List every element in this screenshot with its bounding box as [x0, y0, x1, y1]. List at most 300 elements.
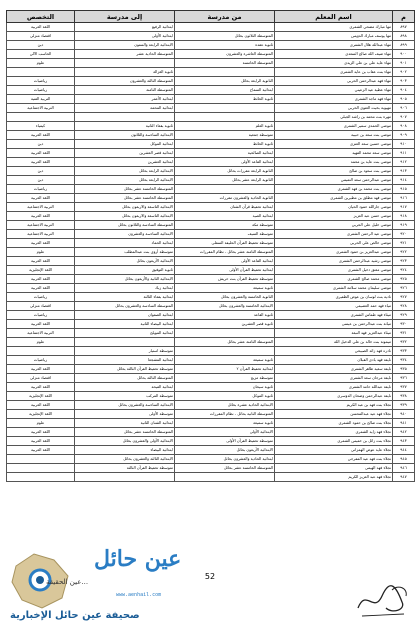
cell-name: موضي سعد محمد الفهيد	[275, 149, 393, 158]
cell-from-school: ثانوية سميعة	[175, 356, 275, 365]
cell-specialty: اللغة العربية	[7, 23, 75, 32]
cell-specialty: رياضيات	[7, 293, 75, 302]
cell-to-school: الابتدائية السادسة والعشرون بحائل	[75, 401, 175, 410]
cell-from-school: ابتدائية القاعد الأولى	[175, 257, 275, 266]
cell-num: ٨٩٩	[393, 41, 415, 50]
cell-to-school: الابتدائية الثانية والأربعون بحائل	[75, 275, 175, 284]
cell-specialty: اللغة العربية	[7, 284, 75, 293]
cell-num: ٩٢٦	[393, 284, 415, 293]
header-num: م	[393, 11, 415, 23]
header-name: اسم المعلم	[275, 11, 393, 23]
cell-num: ٩١٠	[393, 140, 415, 149]
cell-from-school: متوسطة مكة	[175, 221, 275, 230]
cell-name: ناديه بنت لوسان بن عوض الظفيري	[275, 293, 393, 302]
cell-from-school: متوسطة تحفيظ القرآن الحليفة السفلى	[175, 239, 275, 248]
cell-specialty: رياضيات	[7, 185, 75, 194]
cell-num: ٩١٩	[393, 221, 415, 230]
table-row	[7, 248, 415, 257]
cell-from-school: متوسطة جمعيه	[175, 131, 275, 140]
cell-from-school: المتوسطة الثلاثون بحائل	[175, 32, 275, 41]
table-row	[7, 401, 415, 410]
cell-name: ميثاء عبدالعزيز فهد النبعة	[275, 329, 393, 338]
cell-to-school: الابتدائية التاسعة والاربعون بحائل	[75, 212, 175, 221]
cell-specialty: دين	[7, 41, 75, 50]
cell-from-school: ابتدائية الصيد	[175, 212, 275, 221]
header-to: إلى مدرسة	[75, 11, 175, 23]
table-row	[7, 392, 415, 401]
cell-from-school: الابتدائية الأولى	[175, 428, 275, 437]
cell-specialty: اللغة العربية	[7, 158, 75, 167]
cell-to-school: الابتدائية الرابعة بحائل	[75, 176, 175, 185]
table-row	[7, 446, 415, 455]
table-row	[7, 293, 415, 302]
cell-name: ميمونة بنت خالد بن علي الدخيل الله	[275, 338, 393, 347]
cell-specialty: اللغة العربية	[7, 275, 75, 284]
cell-to-school: ابتدائية الأعمر	[75, 95, 175, 104]
cell-from-school: ثانوية سيحان	[175, 383, 275, 392]
table-row	[7, 221, 415, 230]
table-row	[7, 158, 415, 167]
cell-to-school: المتوسطة الحادية عشر	[75, 50, 175, 59]
cell-specialty	[7, 473, 75, 482]
cell-from-school: ثانوية سميعة	[175, 284, 275, 293]
table-row	[7, 41, 415, 50]
cell-to-school: المتوسطة الخامسة عشر بحائل	[75, 185, 175, 194]
cell-specialty: التربية الاجتماعية	[7, 203, 75, 212]
cell-name: نجلاء فهد الهيمي	[275, 464, 393, 473]
table-row	[7, 284, 415, 293]
cell-from-school: ابتدائية تحفيظ قرآن الشنان	[175, 203, 275, 212]
cell-name: موضي خليل علي الحربي	[275, 221, 393, 230]
cell-name: مهرة بنت محمد بن راشد الجبلي	[275, 113, 393, 122]
cell-name: نجلاء بنت زائل بن خميس الشمري	[275, 437, 393, 446]
cell-from-school: ثانوية الحائط	[175, 95, 275, 104]
cell-specialty: اللغة الإنجليزية	[7, 392, 75, 401]
header-spec: التخصص	[7, 11, 75, 23]
cell-to-school: ابتدائية البيضاء	[75, 446, 175, 455]
cell-to-school: المتوسطة الثامنة	[75, 86, 175, 95]
cell-num: ٩٠٧	[393, 113, 415, 122]
cell-num: ٩٣٧	[393, 383, 415, 392]
cell-specialty: اقتصاد منزلي	[7, 32, 75, 41]
cell-from-school: الابتدائية الخامسة والعشرون بحائل	[175, 302, 275, 311]
cell-specialty: رياضيات	[7, 356, 75, 365]
cell-specialty: التربية الفنية	[7, 95, 75, 104]
cell-from-school: الثانوية الرابعة مقررات بحائل	[175, 167, 275, 176]
cell-num: ٩٣٤	[393, 356, 415, 365]
cell-specialty	[7, 455, 75, 464]
cell-from-school: ثانوية الحائط	[175, 140, 275, 149]
cell-from-school	[175, 473, 275, 482]
logo-url: www.aenhail.com	[116, 592, 162, 598]
cell-from-school: الثانوية الرابعة عشر بحائل	[175, 176, 275, 185]
cell-specialty: اللغة العربية	[7, 239, 75, 248]
cell-specialty	[7, 464, 75, 473]
cell-to-school: ابتدائية الفيحه	[75, 383, 175, 392]
cell-name: مهاء ضيف الله صالح السعدي	[275, 50, 393, 59]
cell-to-school: ابتدائية الحماد	[75, 239, 175, 248]
table-row	[7, 257, 415, 266]
cell-num: ٩٠٣	[393, 77, 415, 86]
cell-from-school: ابتدائية الصالحية	[175, 149, 275, 158]
cell-num: ٩٤٤	[393, 446, 415, 455]
table-row	[7, 383, 415, 392]
cell-name: موضي الحمدي سمير الشمري	[275, 122, 393, 131]
cell-specialty: اللغة العربية	[7, 365, 75, 374]
table-row	[7, 419, 415, 428]
cell-specialty: التربية الاجتماعية	[7, 230, 75, 239]
cell-name: موضي عيد الرحمن الشمري	[275, 230, 393, 239]
cell-name: نايفة مرجان سعد الشمري	[275, 374, 393, 383]
cell-from-school: الثانوية الرابعة بحائل	[175, 77, 275, 86]
cell-to-school: الابتدائية الأولى والعشرون بحائل	[75, 437, 175, 446]
cell-to-school: المتوسطة الثالثة والعشرون	[75, 77, 175, 86]
cell-to-school: ابتدائية الرفيع	[75, 23, 175, 32]
cell-to-school: الابتدائية السادسة والعشرون	[75, 230, 175, 239]
cell-to-school: متوسطة تحفيظ القرآن الثالثة بحائل	[75, 365, 175, 374]
table-row	[7, 311, 415, 320]
cell-to-school: متوسطة الأولى	[75, 410, 175, 419]
cell-from-school: المتوسطة الثانية بحائل - نظام المقررات	[175, 410, 275, 419]
cell-name: نجلاء بنت فهد بن عبد الكريم	[275, 401, 393, 410]
cell-to-school: ابتدائية بقعاء الثالثة	[75, 293, 175, 302]
cell-to-school: ابتدائية الصفوان	[75, 311, 175, 320]
cell-specialty: اللغة العربية	[7, 212, 75, 221]
cell-name: نجلاء بنت فهد عيد المفرجي	[275, 455, 393, 464]
cell-num: ٩٣٢	[393, 338, 415, 347]
cell-num: ٩٤١	[393, 419, 415, 428]
cell-to-school: ثانوية بقعاء الثانية	[75, 122, 175, 131]
cell-from-school: متوسطة السيف	[175, 230, 275, 239]
cell-to-school: المتوسطة السادسة والثلاثون بحائل	[75, 221, 175, 230]
cell-name: نايفة عبدالرحمن وضحان الدوسري	[275, 392, 393, 401]
cell-num: ٩٢٠	[393, 230, 415, 239]
cell-num: ٩١٤	[393, 176, 415, 185]
cell-from-school	[175, 347, 275, 356]
cell-specialty: اللغة العربية	[7, 131, 75, 140]
table-row	[7, 464, 415, 473]
cell-num: ٩١٦	[393, 194, 415, 203]
cell-from-school: متوسطة تحفيظ القرآن بنت حريش	[175, 275, 275, 284]
cell-specialty: التربية الاجتماعية	[7, 221, 75, 230]
cell-num: ٩٢٥	[393, 275, 415, 284]
cell-name: نجلاء فهد عبد العزيز الكريم	[275, 473, 393, 482]
table-row	[7, 23, 415, 32]
cell-specialty: اللغة العربية	[7, 383, 75, 392]
cell-to-school: الابتدائية الرابعة والستون	[75, 41, 175, 50]
cell-to-school	[75, 113, 175, 122]
cell-name: موضي عبدالرحمن سعد التميمي	[275, 176, 393, 185]
cell-num: ٩١٣	[393, 167, 415, 176]
cell-num: ٨٩٨	[393, 32, 415, 41]
cell-to-school: المتوسطة الخامسة عشر بحائل	[75, 428, 175, 437]
cell-from-school: الثانوية الخامسة والعشرون بحائل	[175, 293, 275, 302]
teachers-transfer-table	[6, 10, 415, 482]
cell-num: ٩٣٩	[393, 401, 415, 410]
table-row	[7, 239, 415, 248]
cell-specialty	[7, 113, 75, 122]
cell-from-school: متوسطة تحفيظ القرآن الأولى	[175, 437, 275, 446]
cell-to-school: متوسطة المركب	[75, 392, 175, 401]
cell-from-school: ابتدائية السماح	[175, 86, 275, 95]
table-row	[7, 356, 415, 365]
cell-to-school: ابتدائية المويلح	[75, 329, 175, 338]
cell-name: نجلاء فهد عيد عبدالمحسن	[275, 410, 393, 419]
cell-from-school: ثانوية الموكل	[175, 392, 275, 401]
cell-name: نادره فهد زائد الصبيحي	[275, 347, 393, 356]
table-row	[7, 104, 415, 113]
cell-specialty: رياضيات	[7, 77, 75, 86]
cell-specialty: اللغة العربية	[7, 446, 75, 455]
newspaper-logo	[6, 540, 216, 632]
cell-name: موضي معتق دخيل الشمري	[275, 266, 393, 275]
table-header-row	[7, 11, 415, 23]
cell-to-school	[75, 338, 175, 347]
table-row	[7, 194, 415, 203]
cell-name: مهاء عبدالله هلال الشمري	[275, 41, 393, 50]
table-row	[7, 149, 415, 158]
cell-specialty: دين	[7, 176, 75, 185]
cell-specialty: اللغة العربية	[7, 428, 75, 437]
cell-specialty: علوم	[7, 59, 75, 68]
cell-num: ٩٤٦	[393, 464, 415, 473]
cell-to-school: متوسطة أروى بنت عبدالمطلب	[75, 248, 175, 257]
cell-specialty: التربية الاجتماعية	[7, 104, 75, 113]
cell-name: موضي رشيد عبدالرحمن الشمري	[275, 257, 393, 266]
cell-name: نجلاء عايد عوض الهمزاني	[275, 446, 393, 455]
table-row	[7, 212, 415, 221]
table-row	[7, 86, 415, 95]
cell-name: موضي عبدالعزيز بن حمود الشمري	[275, 248, 393, 257]
cell-name: موضي بنت سعد بن حبيبة	[275, 131, 393, 140]
table-row	[7, 203, 415, 212]
table-row	[7, 473, 415, 482]
cell-num: ٩٣٠	[393, 320, 415, 329]
cell-specialty: اقتصاد منزلي	[7, 374, 75, 383]
cell-specialty: اللغة العربية	[7, 401, 75, 410]
cell-specialty: التربية الاجتماعية	[7, 329, 75, 338]
cell-num: ٨٩٧	[393, 23, 415, 32]
table-row	[7, 167, 415, 176]
cell-specialty: علوم	[7, 419, 75, 428]
cell-to-school: الابتدائية الرابعة بحائل	[75, 167, 175, 176]
cell-specialty: اللغة العربية	[7, 194, 75, 203]
cell-from-school: ثانوية القاعد	[175, 311, 275, 320]
cell-name: مهاء فهد عبدالرحمن الحربي	[275, 77, 393, 86]
cell-specialty: اللغة الإنجليزية	[7, 410, 75, 419]
cell-specialty: اللغة العربية	[7, 257, 75, 266]
cell-num: ٩٣٦	[393, 374, 415, 383]
cell-name: مياء فهد حمد العصيمي	[275, 302, 393, 311]
cell-to-school: متوسطة تحفيظ القرآن الثالثة	[75, 464, 175, 473]
cell-specialty: دين	[7, 167, 75, 176]
cell-num: ٩٠٨	[393, 122, 415, 131]
table-row	[7, 428, 415, 437]
cell-specialty: رياضيات	[7, 86, 75, 95]
cell-specialty: اللغة الإنجليزية	[7, 266, 75, 275]
page-number: 52	[204, 572, 216, 581]
cell-name: موضي فهد مطلق بن مطيرين الشمري	[275, 194, 393, 203]
table-row	[7, 50, 415, 59]
cell-from-school: ابتدائية الحادية والعشرون بحائل	[175, 455, 275, 464]
cell-to-school: ابتدائية قصر العشرين	[75, 149, 175, 158]
cell-num: ٩٢١	[393, 239, 415, 248]
cell-name: نجلاء فهد زايد الشمري	[275, 428, 393, 437]
cell-to-school: المتوسطة السادسة والعشرون بحائل	[75, 302, 175, 311]
cell-from-school: ابتدائية تحفيظ القرآن ٢	[175, 365, 275, 374]
cell-name: موضي سليمان محمد سلامة الشمري	[275, 284, 393, 293]
cell-specialty: علوم	[7, 248, 75, 257]
cell-from-school: ثانوية عقدة	[175, 41, 275, 50]
cell-name: نايفة فهد بادي القبلان	[275, 356, 393, 365]
cell-to-school: ثانوية التوفيق	[75, 266, 175, 275]
cell-from-school: الابتدائية الأربعون بحائل	[175, 446, 275, 455]
table-row	[7, 176, 415, 185]
cell-to-school	[75, 473, 175, 482]
cell-name: نايفة سعيد ظاهر الشمري	[275, 365, 393, 374]
cell-from-school	[175, 185, 275, 194]
cell-specialty: اللغة العربية	[7, 320, 75, 329]
cell-num: ٩٣٣	[393, 347, 415, 356]
cell-from-school: ابتدائية القاعد الأولى	[175, 158, 275, 167]
table-row	[7, 77, 415, 86]
cell-specialty: كيمياء	[7, 122, 75, 131]
cell-to-school: الابتدائية الثالثة والعشرون بحائل	[75, 455, 175, 464]
cell-to-school: ابتدائية الموكل	[75, 140, 175, 149]
table-row	[7, 32, 415, 41]
cell-num: ٩٠٠	[393, 50, 415, 59]
cell-num: ٩١٢	[393, 158, 415, 167]
table-row	[7, 338, 415, 347]
cell-to-school: ابتدائية زبك	[75, 284, 175, 293]
cell-to-school	[75, 59, 175, 68]
table-row	[7, 59, 415, 68]
cell-num: ٩٠٤	[393, 86, 415, 95]
cell-num: ٩١٨	[393, 212, 415, 221]
cell-num: ٩٤٢	[393, 428, 415, 437]
cell-from-school: ابتدائية تحفيظ القرآن الأولى	[175, 266, 275, 275]
cell-from-school: متوسطة مزيج	[175, 374, 275, 383]
cell-num: ٩١١	[393, 149, 415, 158]
cell-name: موضي بنت عايد بن محمد	[275, 158, 393, 167]
cell-specialty: اللغة العربية	[7, 149, 75, 158]
table-row	[7, 437, 415, 446]
signature-stamp	[352, 578, 414, 622]
table-row	[7, 374, 415, 383]
table-row	[7, 68, 415, 77]
cell-num: ٩٣٨	[393, 392, 415, 401]
cell-to-school: ابتدائية العشرين	[75, 158, 175, 167]
cell-name: مها يوسف مبارك الدويس	[275, 32, 393, 41]
cell-to-school: ابتدائية المحمة	[75, 104, 175, 113]
cell-to-school: الابتدائية التاسعة والاربعون بحائل	[75, 203, 175, 212]
table-row	[7, 122, 415, 131]
cell-name: مهاء عطية عيد الزعيني	[275, 86, 393, 95]
cell-name: مهيوبة بخيت العتوي الحربي	[275, 104, 393, 113]
cell-name: موضي حسن عبد العزيز	[275, 212, 393, 221]
table-row	[7, 185, 415, 194]
cell-from-school	[175, 104, 275, 113]
cell-from-school: الابتدائية الحادية عشرة بحائل	[175, 401, 275, 410]
cell-to-school: ابتدائية الشنان الثانية	[75, 419, 175, 428]
table-row	[7, 320, 415, 329]
cell-name: موضي بنت سعود بن صالح	[275, 167, 393, 176]
cell-to-school: المتوسطة الخامسة عشر بحائل	[75, 194, 175, 203]
cell-from-school: المتوسطة الخامسة عشر بحائل	[175, 464, 275, 473]
logo-slogan: صحيفة عين حائل الإخبارية	[10, 610, 140, 621]
cell-to-school: ثانوية الغزالة	[75, 68, 175, 77]
table-row	[7, 455, 415, 464]
cell-num: ٩٢٤	[393, 266, 415, 275]
cell-num: ٩٣١	[393, 329, 415, 338]
cell-num: ٩١٥	[393, 185, 415, 194]
cell-num: ٩١٧	[393, 203, 415, 212]
cell-to-school: ابتدائية الأولى	[75, 32, 175, 41]
table-row	[7, 329, 415, 338]
cell-specialty: دين	[7, 140, 75, 149]
cell-num: ٩٠١	[393, 59, 415, 68]
cell-name: مهاء فهد ماجد الشمري	[275, 95, 393, 104]
cell-name: موضي حسين سعد العنزي	[275, 140, 393, 149]
cell-from-school	[175, 113, 275, 122]
cell-num: ٩٤٣	[393, 437, 415, 446]
cell-num: ٩٤٧	[393, 473, 415, 482]
cell-name: نايفة عبدالله حامد الشمري	[275, 383, 393, 392]
cell-from-school: المتوسطة الخامسة	[175, 59, 275, 68]
cell-name: مها مبارك مضحي الشمري	[275, 23, 393, 32]
cell-num: ٩٣٥	[393, 365, 415, 374]
cell-num: ٩٠٢	[393, 68, 415, 77]
cell-to-school: المتوسطة الثالثة بحائل	[75, 374, 175, 383]
cell-num: ٩٢٩	[393, 311, 415, 320]
table-row	[7, 347, 415, 356]
logo-title: عين حائل	[94, 546, 182, 572]
header-from: من مدرسة	[175, 11, 275, 23]
table-row	[7, 131, 415, 140]
cell-name: مهاء عايد علي بن علي الزيدي	[275, 59, 393, 68]
cell-from-school: الثانوية الحادية والعشرون مقررات	[175, 194, 275, 203]
cell-to-school: الابتدائية الأربعون بحائل	[75, 257, 175, 266]
cell-num: ٩٠٩	[393, 131, 415, 140]
table-row	[7, 230, 415, 239]
cell-num: ٩٤٠	[393, 410, 415, 419]
cell-num: ٩٢٨	[393, 302, 415, 311]
cell-from-school	[175, 23, 275, 32]
table-row	[7, 140, 415, 149]
table-row	[7, 302, 415, 311]
cell-name: مياثة بنت عبدالرحمن بن عيسى	[275, 320, 393, 329]
logo-subtitle: عين الحقيقة...	[46, 578, 89, 586]
table-row	[7, 95, 415, 104]
transfer-table-sheet	[6, 10, 414, 482]
cell-num: ٩٢٢	[393, 248, 415, 257]
cell-name: موضي جارالله حمود الحيان	[275, 203, 393, 212]
cell-to-school: ابتدائية البيضاء الثانية	[75, 320, 175, 329]
cell-specialty: اقتصاد منزلي	[7, 302, 75, 311]
cell-from-school	[175, 68, 275, 77]
cell-from-school: المتوسطة الثامنة عشر بحائل	[175, 338, 275, 347]
cell-to-school: متوسطة استيار	[75, 347, 175, 356]
cell-name: نجلاء بنت صالح بن حمود الشمري	[275, 419, 393, 428]
cell-name: موضي محمد صالح الشمري	[275, 275, 393, 284]
cell-num: ٩٠٥	[393, 95, 415, 104]
cell-specialty: الحاسب الآلي	[7, 50, 75, 59]
table-row	[7, 275, 415, 284]
cell-num: ٩٢٣	[393, 257, 415, 266]
table-row	[7, 113, 415, 122]
table-row	[7, 365, 415, 374]
cell-name: موضي خالص علي الحربي	[275, 239, 393, 248]
